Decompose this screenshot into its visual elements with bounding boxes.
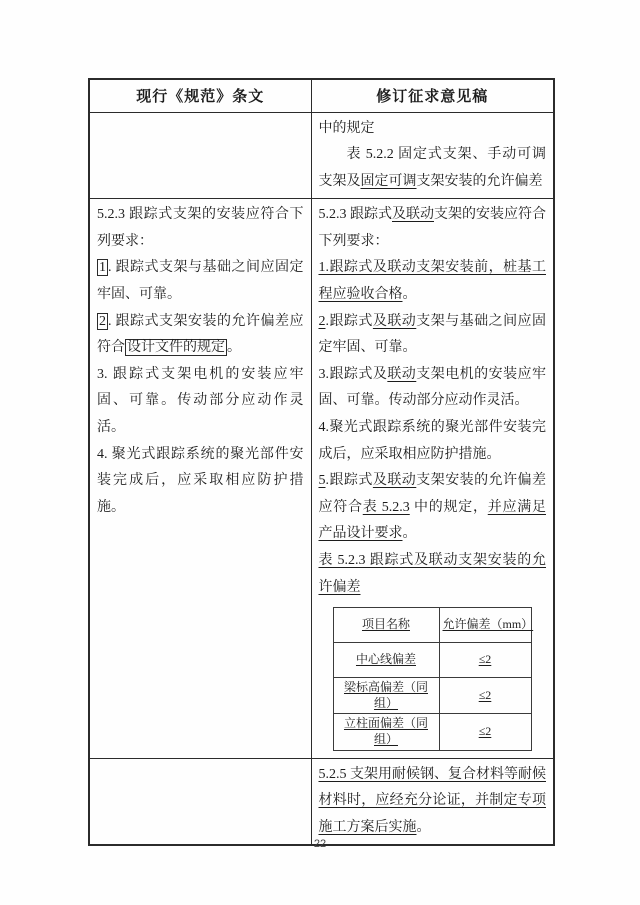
deviation-table-cell [439, 643, 531, 678]
cell-row2-revision [311, 199, 554, 758]
text-segment: 。 [227, 340, 241, 356]
paragraph [97, 309, 304, 362]
text-segment: . 跟踪式支架与基础之间应固定牢固、可靠。 [97, 260, 304, 303]
paragraph [97, 202, 304, 255]
page-number: 22 [313, 838, 327, 850]
cell-text: 立柱面偏差（同组） [343, 716, 428, 746]
text-segment: . 跟踪式支架安装的允许偏差应符合 [97, 313, 304, 356]
revision-paragraphs [319, 202, 547, 601]
cell-row3-revision [311, 758, 554, 845]
text-segment: 表 5.2.2 固定式支架、手动可调支架及 [318, 147, 546, 189]
text-segment: 。 [402, 287, 417, 303]
paragraph [319, 116, 547, 143]
cell-row2-current [89, 199, 311, 758]
cell-row1-current [89, 112, 311, 199]
deviation-table-row [333, 678, 531, 714]
cell-text: ≤2 [478, 687, 492, 702]
text-segment: .跟踪式 [325, 313, 373, 329]
cell-text: ≤2 [478, 652, 492, 667]
text-segment: 支架的安装应符合下列要求： [318, 207, 546, 249]
text-segment: 支架电机的安装应牢固、可靠。传动部分应动作灵活。 [318, 366, 547, 409]
text-segment: 支架安装的允许偏差应符合 [318, 473, 547, 515]
deviation-table-cell [439, 608, 534, 643]
table-row [89, 758, 554, 845]
cell-text: ≤2 [478, 724, 492, 739]
deviation-table-cell [439, 714, 531, 750]
inserted-text: 表 5.2.3 [362, 499, 410, 515]
paragraph [319, 548, 547, 601]
allowable-deviation-table [333, 607, 532, 750]
deviation-table-row [333, 643, 531, 678]
header-revision-draft: 修订征求意见稿 [311, 79, 554, 112]
inserted-text: 2 [318, 313, 326, 329]
text-segment: 5.2.3 跟踪式 [318, 207, 392, 223]
text-segment: 5.2.3 跟踪式支架的安装应符合下列要求： [97, 207, 304, 249]
deviation-table-cell [333, 608, 439, 643]
inserted-text: 5.2.5 支架用耐候钢、复合材料等耐候材料时，应经充分论证，并制定专项施工方案后实施 [318, 766, 546, 835]
paragraph [97, 255, 304, 308]
cell-text: 允许偏差（mm） [442, 617, 534, 632]
table-row [89, 112, 554, 199]
paragraph [319, 762, 547, 842]
inserted-text: 联动 [387, 366, 417, 382]
deviation-table-cell [333, 678, 439, 714]
inserted-text: 1.跟踪式及联动支架安装前，桩基工程应验收合格 [318, 260, 546, 303]
inserted-text: 及联动 [372, 473, 417, 489]
text-segment: 3. 跟踪式支架电机的安装应牢固、可靠。传动部分应动作灵活。 [97, 366, 304, 436]
paragraph [319, 142, 547, 195]
text-segment: 中的规定， [409, 499, 488, 515]
paragraph [319, 362, 547, 415]
paragraph [319, 415, 547, 468]
text-segment: 中的规定 [318, 120, 375, 136]
text-segment: .跟踪式 [325, 473, 373, 489]
table-row [89, 199, 554, 758]
inserted-text: 及联动 [392, 207, 434, 223]
cell-text: 中心线偏差 [355, 652, 416, 667]
boxed-text: 2 [99, 313, 106, 329]
header-current-spec: 现行《规范》条文 [89, 79, 311, 112]
cell-text: 项目名称 [361, 617, 410, 632]
spec-comparison-table [88, 78, 555, 846]
inserted-text: 并应满足产品设计要求 [318, 499, 546, 542]
table-header-row [89, 79, 554, 112]
text-segment: 4.聚光式跟踪系统的聚光部件安装完成后，应采取相应防护措施。 [318, 420, 546, 462]
text-segment: 3.跟踪式及 [318, 366, 388, 382]
paragraph [97, 442, 304, 522]
deviation-table-cell [333, 714, 439, 750]
deviation-table-cell [333, 643, 439, 678]
paragraph [319, 309, 547, 362]
inserted-text: 表 5.2.3 跟踪式及联动支架安装的允许偏差 [318, 553, 546, 595]
boxed-text: 1 [99, 260, 106, 276]
text-segment: 支架与基础之间应固定牢固、可靠。 [318, 313, 547, 356]
paragraph [319, 468, 547, 548]
text-segment: 支架安装的允许偏差 [416, 173, 543, 189]
inserted-text: 5 [318, 473, 326, 489]
text-segment: 。 [402, 526, 417, 542]
deviation-table-row [333, 714, 531, 750]
inserted-text: 及联动 [372, 313, 417, 329]
deviation-table-header-row [333, 608, 531, 643]
inserted-text: 固定可调 [360, 173, 417, 189]
cell-row1-revision [311, 112, 554, 199]
paragraph [319, 255, 547, 308]
text-segment: 4. 聚光式跟踪系统的聚光部件安装完成后，应采取相应防护措施。 [97, 446, 304, 515]
boxed-text: 设计文件的规定 [127, 340, 225, 356]
paragraph [97, 362, 304, 442]
deviation-table-cell [439, 678, 531, 714]
cell-row3-current [89, 758, 311, 845]
paragraph [319, 202, 547, 255]
cell-text: 梁标高偏差（同组） [343, 680, 428, 710]
text-segment: 。 [416, 819, 431, 835]
